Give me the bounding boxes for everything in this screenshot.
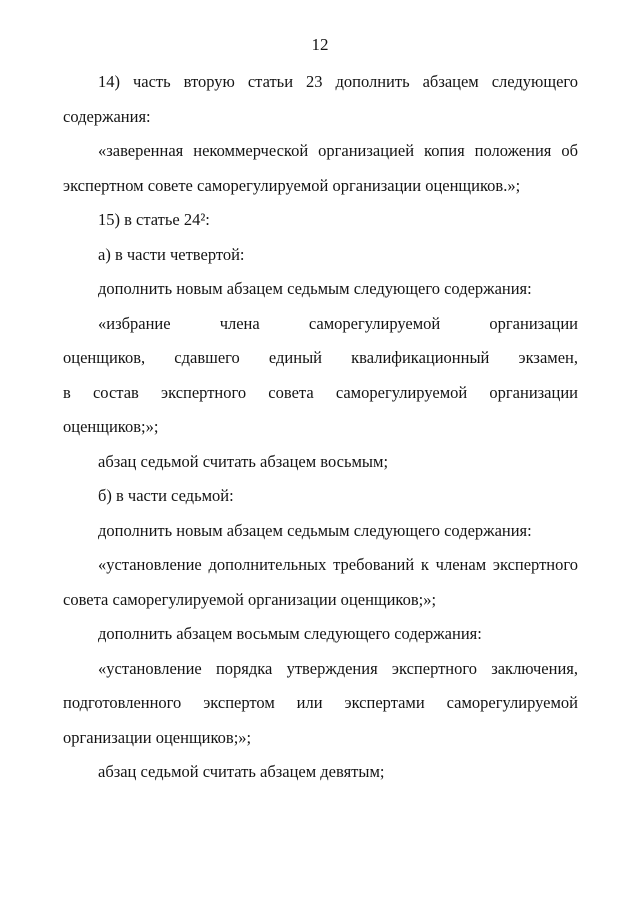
text-line: совета саморегулируемой организации оценщиков;»; — [63, 589, 437, 609]
text-line: подготовленного экспертом или экспертами саморегулируемой — [63, 693, 578, 712]
text-line: экспертном совете саморегулируемой организации оценщиков.»; — [63, 175, 521, 195]
page-number: 12 — [311, 35, 329, 54]
text-line: организации оценщиков;»; — [63, 727, 252, 747]
text-line: абзац седьмой считать абзацем восьмым; — [98, 451, 389, 471]
text-line: оценщиков, сдавшего единый квалификационный экзамен, — [63, 348, 578, 367]
text-line: 14) часть вторую статьи 23 дополнить абзацем следующего — [98, 72, 578, 91]
text-line: «установление дополнительных требований к членам экспертного — [98, 555, 578, 574]
text-line: «избрание члена саморегулируемой организации — [98, 313, 578, 333]
text-line: в состав экспертного совета саморегулируемой организации — [63, 382, 578, 402]
text-line: оценщиков;»; — [63, 417, 159, 436]
text-line: 15) в статье 24²: — [98, 210, 210, 229]
text-line: а) в части четвертой: — [98, 244, 245, 264]
text-line: содержания: — [63, 106, 151, 126]
page-body — [63, 65, 578, 790]
text-line: «установление порядка утверждения экспертного заключения, — [98, 658, 578, 678]
text-line: дополнить абзацем восьмым следующего содержания: — [98, 624, 482, 643]
text-line: б) в части седьмой: — [98, 486, 234, 505]
text-line: абзац седьмой считать абзацем девятым; — [98, 762, 385, 781]
text-line: дополнить новым абзацем седьмым следующего содержания: — [98, 279, 532, 298]
text-line: дополнить новым абзацем седьмым следующего содержания: — [98, 520, 532, 540]
text-line: «заверенная некоммерческой организацией копия положения об — [98, 141, 578, 160]
